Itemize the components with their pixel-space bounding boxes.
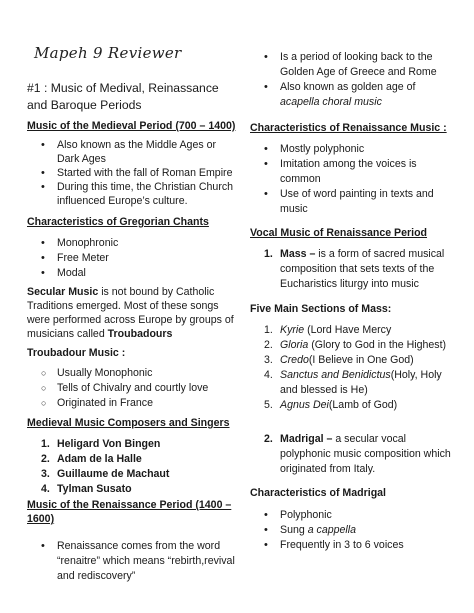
list-item: • Also known as the Middle Ages or Dark Ages [27, 138, 237, 166]
list-item: • Monophronic [27, 236, 237, 251]
list-item: 2. Madrigal – a secular vocal polyphonic music composition which originated from Italy. [264, 433, 451, 475]
list-item: 3. Guillaume de Machaut [41, 468, 170, 480]
list-item: ○ Usually Monophonic [27, 366, 237, 381]
list-item: • Polyphonic [250, 508, 455, 523]
secular-music-term: Secular Music [27, 286, 99, 298]
list-item: 1. Mass – is a form of sacred musical composition that sets texts of the Eucharistics liturgy into music [264, 248, 445, 290]
list-item: • During this time, the Christian Church influenced Europe’s culture. [27, 180, 237, 208]
list-item: • Modal [27, 266, 237, 281]
main-heading: #1 : Music of Medival, Reinassance and Baroque Periods [27, 81, 219, 112]
madrigal-list [250, 432, 455, 477]
list-item: • Started with the fall of Roman Empire [27, 166, 237, 180]
mass-sections-list [250, 323, 455, 413]
list-item: ○ Tells of Chivalry and courtly love [27, 381, 237, 396]
list-item: • Mostly polyphonic [250, 142, 455, 157]
secular-music-paragraph [27, 285, 239, 341]
list-item: • Use of word painting in texts and music [250, 187, 455, 217]
composers-heading: Medieval Music Composers and Singers [27, 417, 230, 429]
renaissance-list [27, 539, 237, 584]
vocal-music-heading: Vocal Music of Renaissance Period [250, 227, 428, 239]
list-item: • Renaissance comes from the word “renaitre” which means “rebirth,revival and rediscovery” [27, 539, 237, 584]
list-item: 4. Tylman Susato [41, 483, 132, 495]
page-title: Mapeh 9 Reviewer [34, 44, 182, 62]
list-item: • Also known as golden age of acapella choral music [250, 80, 455, 110]
composers-list [27, 437, 237, 497]
list-item: • Sung a cappella [250, 523, 455, 538]
medieval-list [27, 138, 237, 208]
list-item: • Is a period of looking back to the Golden Age of Greece and Rome [250, 50, 455, 80]
renaissance-continued-list [250, 50, 455, 110]
five-sections-heading: Five Main Sections of Mass: [250, 303, 392, 315]
renaissance-characteristics-heading: Characteristics of Renaissance Music : [250, 122, 447, 134]
list-item: • Frequently in 3 to 6 voices [250, 538, 455, 553]
list-item: 1. Heligard Von Bingen [41, 438, 161, 450]
list-item: 5. Agnus Dei(Lamb of God) [264, 399, 398, 411]
list-item: • Imitation among the voices is common [250, 157, 455, 187]
list-item: 2. Adam de la Halle [41, 453, 142, 465]
madrigal-characteristics-list [250, 508, 455, 553]
vocal-music-list [250, 247, 455, 292]
list-item: 3. Credo(I Believe in One God) [264, 354, 414, 366]
list-item: 2. Gloria (Glory to God in the Highest) [264, 339, 447, 351]
secular-music-text: is not bound by Catholic Traditions emerged. Most of these songs were performed across Europe by groups of musicians called [27, 286, 234, 340]
gregorian-heading: Characteristics of Gregorian Chants [27, 216, 209, 228]
medieval-heading: Music of the Medieval Period (700 – 1400) [27, 120, 236, 132]
list-item: 1. Kyrie (Lord Have Mercy [264, 324, 392, 336]
troubadour-list [27, 366, 237, 411]
list-item: • Free Meter [27, 251, 237, 266]
renaissance-characteristics-list [250, 142, 455, 217]
gregorian-list [27, 236, 237, 281]
troubadours-term: Troubadours [107, 328, 173, 340]
madrigal-characteristics-heading: Characteristics of Madrigal [250, 487, 386, 499]
troubadour-heading: Troubadour Music : [27, 347, 126, 359]
list-item: ○ Originated in France [27, 396, 237, 411]
renaissance-heading: Music of the Renaissance Period (1400 – 1600) [27, 499, 232, 525]
list-item: 4. Sanctus and Benidictus(Holy, Holy and blessed is He) [264, 369, 442, 396]
